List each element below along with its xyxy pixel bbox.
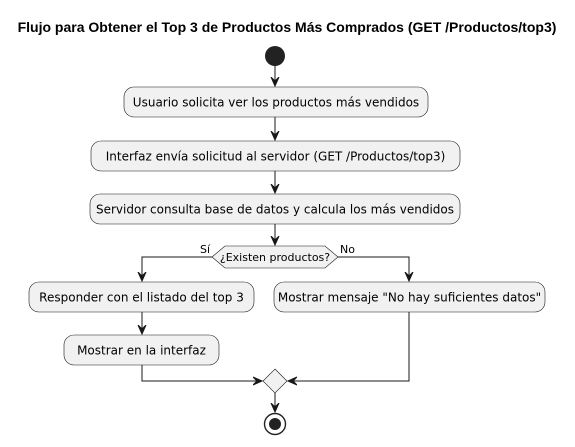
- activity-respond-top3-label: Responder con el listado del top 3: [39, 290, 244, 305]
- activity-show-in-interface: [64, 335, 219, 365]
- edge-decision-no: [338, 257, 409, 281]
- start-node: [265, 46, 285, 66]
- activity-interface-request: [91, 141, 460, 171]
- diagram-title: Flujo para Obtener el Top 3 de Productos Más Comprados (GET /Productos/top3): [17, 19, 557, 35]
- activity-user-request: [124, 87, 428, 117]
- activity-server-query-label: Servidor consulta base de datos y calcula los más vendidos: [95, 202, 455, 217]
- decision-label: ¿Existen productos?: [219, 251, 331, 264]
- merge-node: [263, 369, 287, 393]
- edge-yes-merge: [142, 365, 262, 381]
- activity-show-in-interface-label: Mostrar en la interfaz: [77, 343, 206, 358]
- branch-no-label: No: [340, 243, 355, 256]
- activity-respond-top3: [29, 282, 254, 312]
- activity-server-query: [90, 194, 460, 224]
- activity-interface-request-label: Interfaz envía solicitud al servidor (GET /Productos/top3): [105, 149, 446, 164]
- activity-show-no-data-label: Mostrar mensaje "No hay suficientes datos": [277, 290, 542, 305]
- branch-yes-label: Sí: [200, 243, 211, 256]
- activity-show-no-data: [274, 282, 545, 312]
- decision-products-exist: [212, 246, 338, 268]
- end-node: [265, 414, 286, 435]
- activity-user-request-label: Usuario solicita ver los productos más vendidos: [132, 95, 420, 110]
- edge-decision-yes: [142, 257, 212, 281]
- edge-no-merge: [288, 312, 409, 381]
